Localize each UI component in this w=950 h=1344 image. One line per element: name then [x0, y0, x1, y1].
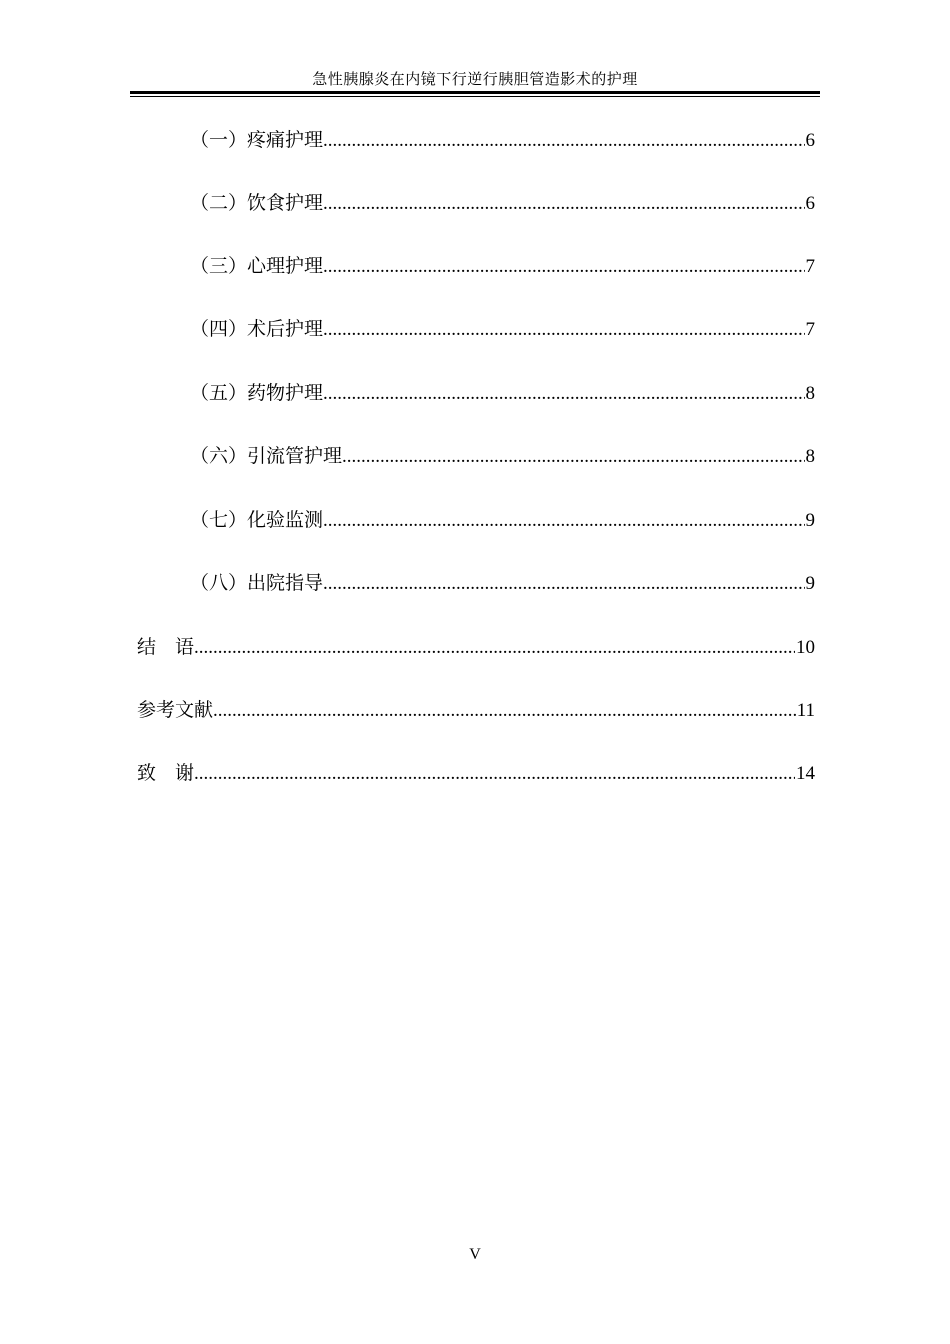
toc-entry-acknowledgements[interactable]: [137, 760, 815, 787]
toc-entry-discharge-guidance[interactable]: [190, 570, 815, 597]
toc-entry-number: （七）: [190, 509, 248, 531]
toc-entry-page: 8: [805, 383, 815, 404]
toc-entry-number: （二）: [190, 192, 248, 214]
toc-entry-number: （三）: [190, 255, 248, 277]
toc-entry-title: 引流管护理: [247, 445, 343, 467]
toc-dot-leader: [323, 508, 804, 534]
toc-dot-leader: [323, 254, 804, 280]
toc-dot-leader: [323, 191, 804, 217]
toc-entry-title: 饮食护理: [247, 192, 324, 214]
header-rule-thick: [130, 91, 820, 94]
toc-dot-leader: [323, 571, 804, 597]
toc-entry-number: （五）: [190, 382, 248, 404]
toc-entry-page: 14: [796, 763, 815, 784]
toc-dot-leader: [323, 128, 804, 154]
toc-dot-leader: [323, 381, 804, 407]
toc-entry-pain-care[interactable]: [190, 127, 815, 154]
toc-entry-page: 6: [805, 193, 815, 214]
toc-dot-leader: [194, 761, 795, 787]
toc-entry-number: （八）: [190, 572, 248, 594]
toc-entry-page: 11: [796, 700, 815, 721]
toc-entry-number: （一）: [190, 129, 248, 151]
toc-entry-postop-care[interactable]: [190, 316, 815, 343]
toc-entry-page: 9: [805, 573, 815, 594]
page-number: V: [469, 1246, 481, 1263]
toc-entry-title: 心理护理: [247, 255, 324, 277]
toc-entry-diet-care[interactable]: [190, 190, 815, 217]
toc-entry-title: 化验监测: [247, 509, 324, 531]
toc-entry-title: 术后护理: [247, 318, 324, 340]
toc-dot-leader: [342, 444, 804, 470]
toc-entry-references[interactable]: [137, 697, 815, 724]
toc-entry-page: 7: [805, 319, 815, 340]
toc-entry-page: 10: [796, 637, 815, 658]
toc-dot-leader: [213, 698, 796, 724]
toc-entry-title: 致 谢: [137, 762, 195, 784]
header-rule-thin: [130, 96, 820, 97]
toc-entry-title: 出院指导: [247, 572, 324, 594]
toc-entry-page: 6: [805, 130, 815, 151]
toc-entry-drainage-care[interactable]: [190, 443, 815, 470]
toc-entry-title: 疼痛护理: [247, 129, 324, 151]
toc-entry-title: 药物护理: [247, 382, 324, 404]
toc-entry-page: 7: [805, 256, 815, 277]
toc-dot-leader: [194, 635, 795, 661]
running-header: 急性胰腺炎在内镜下行逆行胰胆管造影术的护理: [312, 70, 638, 88]
toc-entry-title: 参考文献: [137, 699, 214, 721]
toc-entry-number: （六）: [190, 445, 248, 467]
toc-entry-number: （四）: [190, 318, 248, 340]
toc-dot-leader: [323, 317, 804, 343]
toc-entry-conclusion[interactable]: [137, 634, 815, 661]
toc-entry-title: 结 语: [137, 636, 195, 658]
toc-entry-lab-monitoring[interactable]: [190, 507, 815, 534]
toc-entry-drug-care[interactable]: [190, 380, 815, 407]
toc-entry-psych-care[interactable]: [190, 253, 815, 280]
toc-entry-page: 9: [805, 510, 815, 531]
toc-entry-page: 8: [805, 446, 815, 467]
